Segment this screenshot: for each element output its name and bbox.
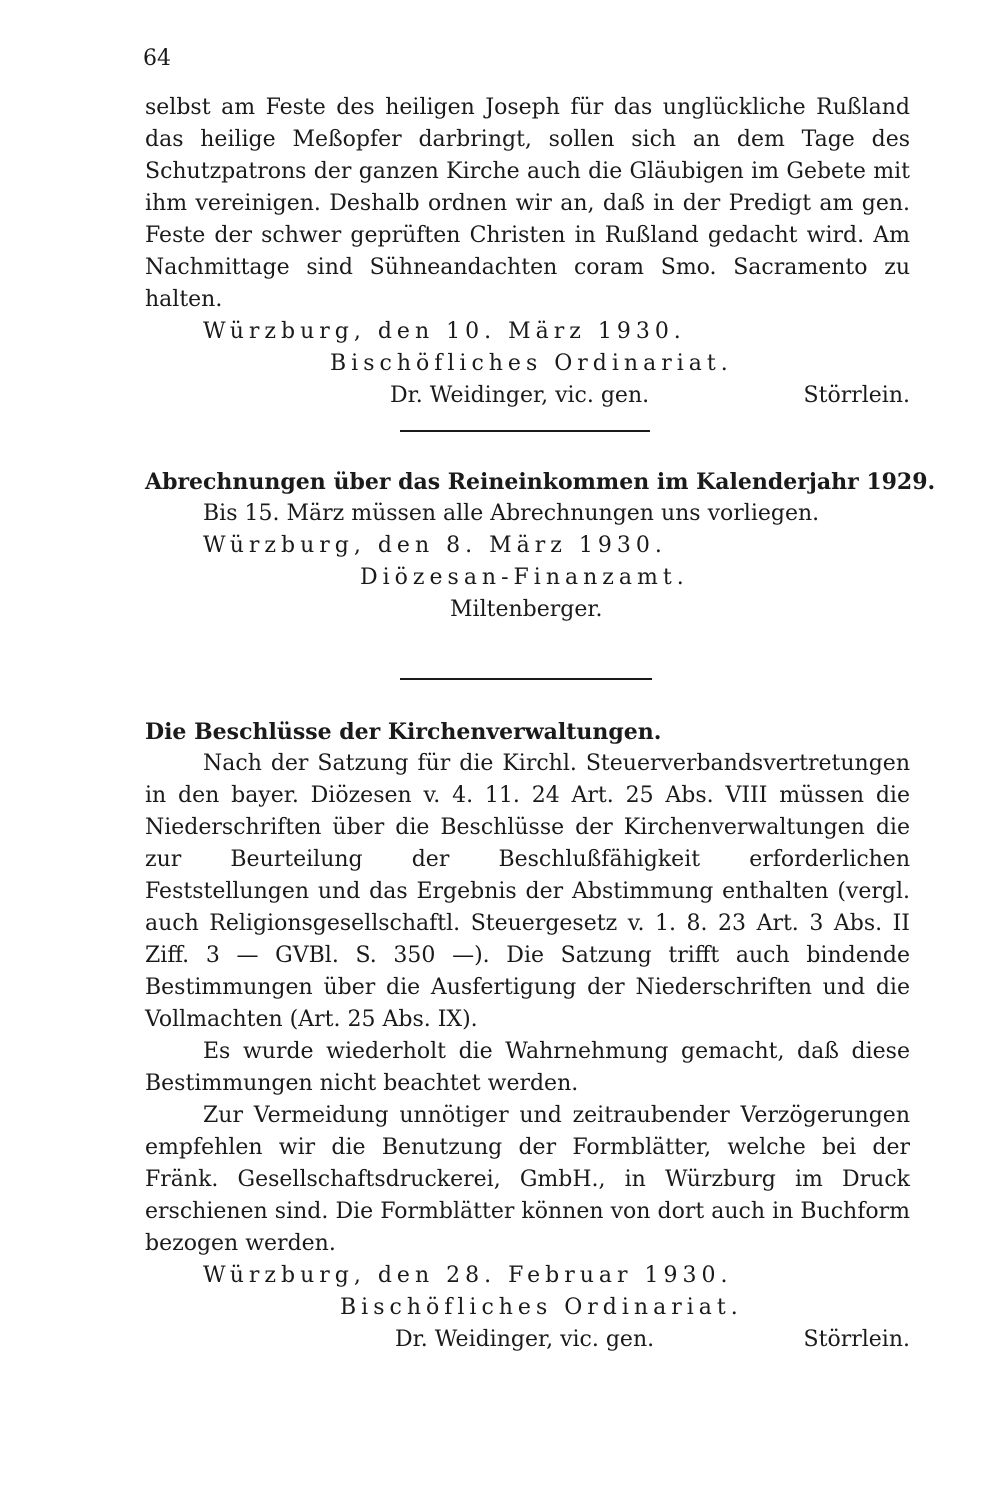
section-3-signer-left: Dr. Weidinger, vic. gen. <box>395 1327 655 1352</box>
section-3-paragraph-2: Es wurde wiederholt die Wahrnehmung gemacht, daß diese Bestimmungen nicht beachtet werden. <box>145 1039 910 1096</box>
section-1-signer-left: Dr. Weidinger, vic. gen. <box>390 383 650 408</box>
section-2-heading: Abrechnungen über das Reineinkommen im Kalenderjahr 1929. <box>145 469 936 495</box>
section-2-date-line: Würzburg, den 8. März 1930. <box>203 533 667 558</box>
section-3-signature-row <box>145 1324 910 1356</box>
section-1-signer-right: Störrlein. <box>803 383 910 408</box>
section-1-authority: Bischöfliches Ordinariat. <box>330 351 733 376</box>
section-2-text: Bis 15. März müssen alle Abrechnungen uns vorliegen. <box>203 501 820 526</box>
section-3-heading: Die Beschlüsse der Kirchenverwaltungen. <box>145 719 662 745</box>
section-3-signer-right: Störrlein. <box>803 1327 910 1352</box>
section-1-signature-row <box>145 380 910 412</box>
section-1-paragraph: selbst am Feste des heiligen Joseph für das unglückliche Rußland das heilige Meßopfer darbringt, sollen sich an dem Tage des Schutzpatrons der ganzen Kirche auch die Gläubigen im Gebete mit ihm vereinigen. Deshalb ordnen wir an, daß in der Predigt am gen. Feste der schwer geprüften Christen in Rußland gedacht wird. Am Nachmittage sind Sühneandachten coram Smo. Sacramento zu halten. <box>145 95 910 312</box>
section-divider-2 <box>400 678 652 680</box>
section-1 <box>145 92 910 412</box>
section-3-paragraph-1: Nach der Satzung für die Kirchl. Steuerverbandsvertretungen in den bayer. Diözesen v. 4. 11. 24 Art. 25 Abs. VIII müssen die Niederschriften über die Beschlüsse der Kirchenverwaltungen die zur Beurteilung der Beschlußfähigkeit erforderlichen Feststellungen und das Ergebnis der Abstimmung enthalten (vergl. auch Religionsgesellschaftl. Steuergesetz v. 1. 8. 23 Art. 3 Abs. II Ziff. 3 — GVBl. S. 350 —). Die Satzung trifft auch bindende Bestimmungen über die Ausfertigung der Niederschriften und die Vollmachten (Art. 25 Abs. IX). <box>145 751 910 1032</box>
section-3-paragraph-3: Zur Vermeidung unnötiger und zeitraubender Verzögerungen empfehlen wir die Benutzung der Formblätter, welche bei der Fränk. Gesellschaftsdruckerei, GmbH., in Würzburg im Druck erschienen sind. Die Formblätter können von dort auch in Buchform bezogen werden. <box>145 1103 910 1256</box>
section-1-date-line: Würzburg, den 10. März 1930. <box>203 319 686 344</box>
section-2-signer: Miltenberger. <box>450 597 603 622</box>
section-3-authority: Bischöfliches Ordinariat. <box>340 1295 743 1320</box>
section-2-authority: Diözesan-Finanzamt. <box>360 565 689 590</box>
section-divider-1 <box>400 430 650 432</box>
section-3-date-line: Würzburg, den 28. Februar 1930. <box>203 1263 733 1288</box>
section-3 <box>145 716 910 1356</box>
page-number: 64 <box>143 46 171 71</box>
section-2 <box>145 466 936 626</box>
